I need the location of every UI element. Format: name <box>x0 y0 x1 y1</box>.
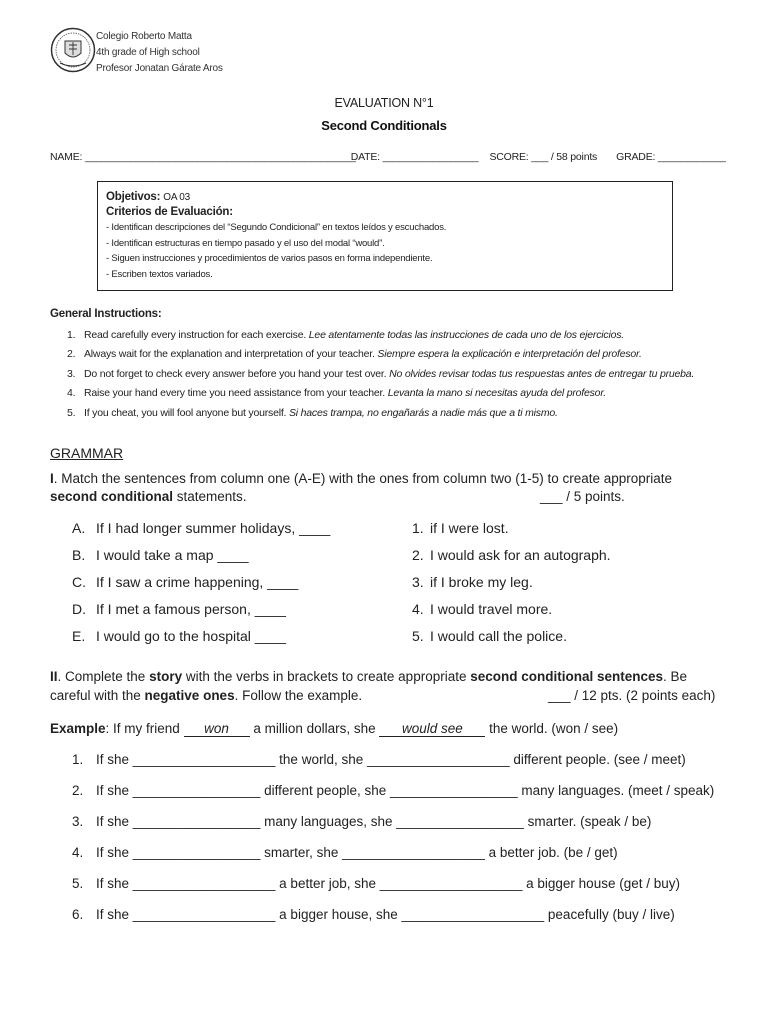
match-right-item <box>412 547 611 563</box>
instruction-es: Si haces trampa, no engañarás a nadie más que a ti mismo. <box>289 407 558 419</box>
match-left-item <box>72 628 286 644</box>
match-text[interactable]: If I had longer summer holidays, ____ <box>96 520 331 536</box>
instruction-item <box>67 368 694 380</box>
instruction-item <box>67 329 624 341</box>
score-field[interactable]: SCORE: ___ / 58 points <box>489 151 598 163</box>
example-label: Example <box>50 721 106 736</box>
exercise-item <box>72 845 618 860</box>
example-text: : If my friend <box>105 721 184 736</box>
part1-text: . Match the sentences from column one (A-E) with the ones from column two (1-5) to create appropriate <box>53 471 673 486</box>
instruction-es: Lee atentamente todas las instrucciones de cada uno de los ejercicios. <box>308 329 624 341</box>
part1-instruction-line2 <box>50 489 247 504</box>
instruction-es: Levanta la mano si necesitas ayuda del profesor. <box>387 387 606 399</box>
instruction-en: Raise your hand every time you need assistance from your teacher. <box>84 387 388 399</box>
exercise-text[interactable]: If she _________________ smarter, she ___________________ a better job. (be / get) <box>96 845 618 860</box>
match-left-item <box>72 520 330 536</box>
example-text: the world. (won / see) <box>485 721 619 736</box>
exercise-number: 3. <box>72 814 84 829</box>
example-text: a million dollars, she <box>249 721 380 736</box>
exercise-number: 2. <box>72 783 84 798</box>
instruction-item <box>67 348 642 360</box>
exercise-text[interactable]: If she _________________ many languages, she _________________ smarter. (speak / be) <box>96 814 652 829</box>
part2-bold: story <box>149 669 183 684</box>
part2-text: with the verbs in brackets to create appropriate <box>182 669 471 684</box>
exercise-text[interactable]: If she ___________________ a better job, she ___________________ a bigger house (get / buy) <box>96 876 680 891</box>
criteria-item: - Identifican descripciones del “Segundo Condicional” en textos leídos y escuchados. <box>106 222 447 233</box>
grammar-heading: GRAMMAR <box>50 445 124 461</box>
part1-instruction-line1 <box>50 471 672 486</box>
instruction-item <box>67 387 606 399</box>
match-text: I would call the police. <box>430 628 567 644</box>
match-text[interactable]: I would go to the hospital ____ <box>96 628 286 644</box>
match-text: if I were lost. <box>430 520 509 536</box>
example-answer: won <box>184 721 250 737</box>
objectives-label: Objetivos: <box>106 191 161 203</box>
instruction-number: 4. <box>67 387 76 399</box>
criteria-item: - Siguen instrucciones y procedimientos de varios pasos en forma independiente. <box>106 253 433 264</box>
instruction-en: Do not forget to check every answer before you hand your test over. <box>84 368 390 380</box>
part1-bold: second conditional <box>50 489 174 504</box>
part2-roman: II <box>50 669 58 684</box>
match-letter: B. <box>72 547 86 563</box>
match-right-item <box>412 520 509 536</box>
part1-points[interactable]: ___ / 5 points. <box>540 489 625 504</box>
exercise-item <box>72 814 651 829</box>
criteria-item: - Escriben textos variados. <box>106 268 213 280</box>
match-left-item <box>72 574 298 590</box>
match-right-item <box>412 574 533 590</box>
school-name: Colegio Roberto Matta <box>96 31 192 42</box>
page-title: EVALUATION N°1 <box>334 96 434 110</box>
match-right-item <box>412 628 567 644</box>
part2-text: . Follow the example. <box>234 688 363 703</box>
instruction-en: Read carefully every instruction for each exercise. <box>84 329 309 341</box>
part2-bold: second conditional sentences <box>470 669 664 684</box>
exercise-number: 1. <box>72 752 84 767</box>
example-line <box>50 721 618 737</box>
date-field[interactable]: DATE: _________________ <box>350 151 479 163</box>
grade-field[interactable]: GRADE: ____________ <box>616 151 726 163</box>
match-letter: A. <box>72 520 86 536</box>
part2-instruction-line2 <box>50 688 362 703</box>
example-answer: would see <box>379 721 485 737</box>
objectives-code: OA 03 <box>163 192 191 203</box>
exercise-number: 5. <box>72 876 84 891</box>
match-left-item <box>72 601 286 617</box>
general-instructions-title: General Instructions: <box>50 308 162 320</box>
exercise-item <box>72 907 675 922</box>
instruction-es: No olvides revisar todas tus respuestas antes de entregar tu prueba. <box>389 368 695 380</box>
instruction-en: If you cheat, you will fool anyone but yourself. <box>84 407 289 419</box>
instruction-number: 2. <box>67 348 76 360</box>
match-letter: C. <box>72 574 86 590</box>
school-crest-icon <box>50 27 96 73</box>
instruction-en: Always wait for the explanation and interpretation of your teacher. <box>84 348 378 360</box>
exercise-text[interactable]: If she ___________________ the world, she ___________________ different people. (see / meet) <box>96 752 686 767</box>
exercise-item <box>72 876 680 891</box>
instruction-item <box>67 407 558 419</box>
objectives-line <box>106 190 664 205</box>
exercise-item <box>72 752 686 767</box>
exercise-item <box>72 783 714 798</box>
exercise-number: 4. <box>72 845 84 860</box>
instruction-number: 5. <box>67 407 76 419</box>
criteria-item: - Identifican estructuras en tiempo pasado y el uso del modal “would”. <box>106 237 385 249</box>
part2-text: careful with the <box>50 688 145 703</box>
objectives-box <box>97 181 673 291</box>
match-number: 2. <box>412 547 424 563</box>
teacher-name: Profesor Jonatan Gárate Aros <box>96 63 223 74</box>
criteria-label: Criterios de Evaluación: <box>106 206 233 218</box>
match-letter: E. <box>72 628 86 644</box>
match-text: I would ask for an autograph. <box>430 547 611 563</box>
match-number: 5. <box>412 628 424 644</box>
part2-text: . Be <box>663 669 688 684</box>
match-number: 3. <box>412 574 424 590</box>
page-subtitle: Second Conditionals <box>321 118 447 133</box>
part2-instruction-line1 <box>50 669 687 684</box>
match-text: I would travel more. <box>430 601 553 617</box>
match-number: 1. <box>412 520 424 536</box>
part1-roman: I <box>50 471 54 486</box>
part2-bold: negative ones <box>144 688 235 703</box>
instruction-number: 3. <box>67 368 76 380</box>
match-right-item <box>412 601 552 617</box>
part2-points[interactable]: ___ / 12 pts. (2 points each) <box>548 688 716 703</box>
instruction-number: 1. <box>67 329 76 341</box>
name-field[interactable]: NAME: ________________________________________________ <box>50 151 356 163</box>
part1-text-b: statements. <box>173 489 247 504</box>
student-info-row <box>50 151 726 163</box>
match-letter: D. <box>72 601 86 617</box>
school-grade: 4th grade of High school <box>96 47 200 58</box>
part2-text: . Complete the <box>57 669 150 684</box>
match-text[interactable]: If I saw a crime happening, ____ <box>96 574 299 590</box>
match-text[interactable]: If I met a famous person, ____ <box>96 601 286 617</box>
exercise-text[interactable]: If she _________________ different people, she _________________ many languages. (meet / speak) <box>96 783 715 798</box>
match-text: if I broke my leg. <box>430 574 533 590</box>
exercise-number: 6. <box>72 907 84 922</box>
match-left-item <box>72 547 249 563</box>
exercise-text[interactable]: If she ___________________ a bigger house, she ___________________ peacefully (buy / live) <box>96 907 675 922</box>
match-number: 4. <box>412 601 424 617</box>
instruction-es: Siempre espera la explicación e interpretación del profesor. <box>377 348 642 360</box>
match-text[interactable]: I would take a map ____ <box>96 547 249 563</box>
